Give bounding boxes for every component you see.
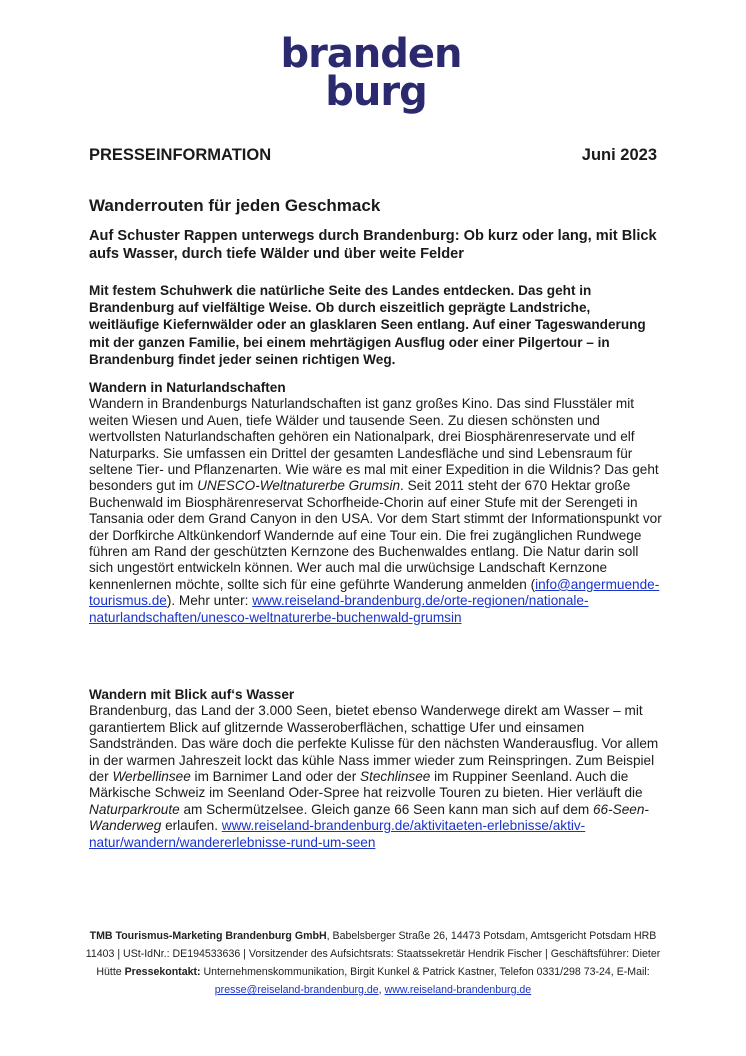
email-link[interactable]: info@angermuende-tourismus.de [89,576,660,609]
press-label: PRESSEINFORMATION [89,146,272,164]
italic-text: Werbellinsee [112,769,191,785]
section-heading: Wandern in Naturlandschaften [89,380,286,395]
company-name: TMB Tourismus-Marketing Brandenburg GmbH [89,930,327,942]
contact-label: Pressekontakt: [124,966,201,978]
italic-text: 66-Seen-Wanderweg [89,801,649,834]
footer-website-link[interactable]: www.reiseland-brandenburg.de [384,984,532,996]
release-date: Juni 2023 [581,146,657,164]
body-text: Brandenburg, das Land der 3.000 Seen, bietet ebenso Wanderwege direkt am Wasser – mit garantiertem Blick auf glitzernde Wasseroberflächen, schattige Ufer und einsamen Sandstränden. Das wäre doch die perfekte Kulisse für den nächsten Wanderausflug. Vor allem in der warmen Jahreszeit lockt das kühle Nass immer wieder zum Reinspringen. Zum Beispiel der [89,703,659,785]
header-row [89,146,657,168]
footer-email-link[interactable]: presse@reiseland-brandenburg.de [214,984,379,996]
body-text: im Ruppiner Seenland. Auch die Märkische Schweiz im Seenland Oder-Spree hat reizvolle Touren zu bieten. Hier verläuft die [89,769,643,801]
lead-paragraph: Mit festem Schuhwerk die natürliche Seite des Landes entdecken. Das geht in Brandenburg auf vielfältige Weise. Ob durch eiszeitlich geprägte Landstriche, weitläufige Kiefernwälder oder an glasklaren Seen entlang. Auf einer Tageswanderung mit der ganzen Familie, bei einem mehrtägigen Ausflug oder einer Pilgertour – in Brandenburg findet jeder seinen richtigen Weg. [89,283,646,367]
section-naturlandschaften [89,380,664,626]
logo-line-2: burg [325,69,427,115]
footer [80,927,666,999]
section-wasser [89,687,664,851]
section-body [89,703,664,851]
logo-line-1: branden [280,31,462,77]
body-text: erlaufen. [161,818,222,834]
body-text: im Barnimer Land oder der [190,769,361,785]
page-title: Wanderrouten für jeden Geschmack [89,196,381,215]
italic-text: Naturparkroute [89,801,180,817]
italic-text: UNESCO-Weltnaturerbe Grumsin [197,478,401,494]
section-body [89,396,664,626]
section-heading: Wandern mit Blick auf‘s Wasser [89,687,295,702]
body-text: ). Mehr unter: [166,593,253,609]
more-info-link[interactable]: www.reiseland-brandenburg.de/aktivitaeten-erlebnisse/aktiv-natur/wandern/wandererlebnisse-rund-um-seen [89,818,586,850]
footer-separator: , [378,984,385,996]
footer-text: , Babelsberger Straße 26, 14473 Potsdam, Amtsgericht Potsdam HRB 11403 | USt-IdNr.: DE194533636 | Vorsitzender des Aufsichtsrats: Staatssekretär Hendrik Fischer | Geschäftsführer: Dieter Hütte [85,930,661,978]
body-text: am Schermützelsee. Gleich ganze 66 Seen kann man sich auf dem [179,801,593,817]
brandenburg-logo [276,31,466,118]
body-text: . Seit 2011 steht der 670 Hektar große Buchenwald im Biosphärenreservat Schorfheide-Chorin auf einer Stufe mit der Serengeti in Tansania oder dem Grand Canyon in den USA. Vor dem Start stimmt der Informationspunkt vor der Dorfkirche Altkünkendorf Wandernde auf eine Tour ein. Die frei zugänglichen Rundwege führen am Rand der geschützten Kernzone des Buchenwaldes entlang. Die Natur darin soll sich ungestört entwickeln können. Wer auch mal die urwüchsige Landschaft Kernzone kennenlernen möchte, sollte sich für eine geführte Wanderung anmelden ( [89,478,662,592]
subtitle: Auf Schuster Rappen unterwegs durch Brandenburg: Ob kurz oder lang, mit Blick aufs Wasser, durch tiefe Wälder und über weite Felder [89,228,657,262]
body-text: Wandern in Brandenburgs Naturlandschaften ist ganz großes Kino. Das sind Flusstäler mit weiten Wiesen und Auen, tiefe Wälder und tausende Seen. Zu diesen schönsten und wertvollsten Naturlandschaften gehören ein Nationalpark, drei Biosphärenreservate und elf Naturparks. Sie umfassen ein Drittel der gesamten Landesfläche und sind Lebensraum für seltene Tier- und Pflanzenarten. Wie wäre es mal mit einer Expedition in die Wildnis? Das geht besonders gut im [89,396,659,494]
footer-text: Unternehmenskommunikation, Birgit Kunkel & Patrick Kastner, Telefon 0331/298 73-24, E-Mail: [200,966,650,978]
more-info-link[interactable]: www.reiseland-brandenburg.de/orte-regionen/nationale-naturlandschaften/unesco-weltnaturerbe-buchenwald-grumsin [89,593,589,625]
italic-text: Stechlinsee [360,769,431,785]
